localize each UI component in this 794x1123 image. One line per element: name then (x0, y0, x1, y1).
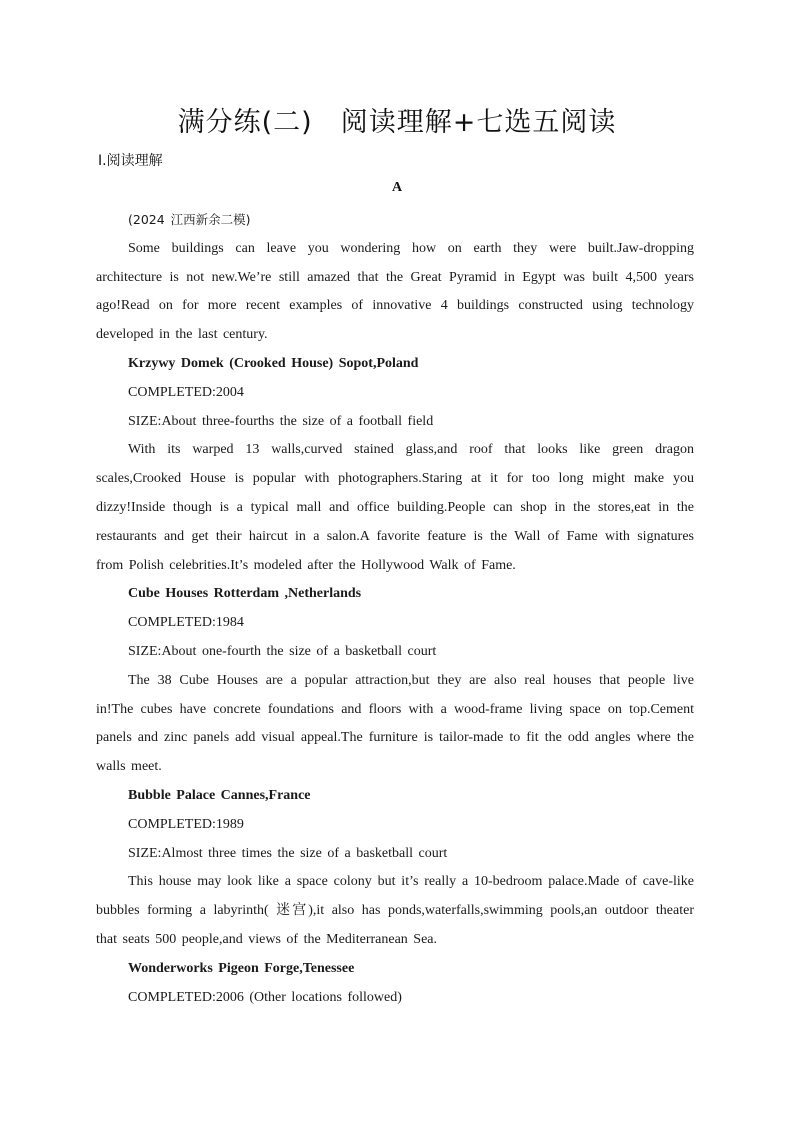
building-description: The 38 Cube Houses are a popular attraction,but they are also real houses that people live in!The cubes have concrete foundations and floors with a wood-frame living space on top.Cement panels and zinc panels add visual appeal.The furniture is tailor-made to fit the odd angles where the walls meet. (96, 672, 694, 775)
building-size: SIZE:About one-fourth the size of a basketball court (128, 643, 437, 659)
building-heading: Wonderworks Pigeon Forge,Tenessee (128, 960, 355, 976)
building-description: This house may look like a space colony but it’s really a 10-bedroom palace.Made of cave-like bubbles forming a labyrinth( 迷宫),it also has ponds,waterfalls,swimming pools,an outdoor theater that seats 500 people,and views of the Mediterranean Sea. (96, 874, 694, 947)
building-size: SIZE:Almost three times the size of a basketball court (128, 845, 448, 861)
passage-letter: A (391, 180, 403, 195)
building-completed: COMPLETED:2004 (128, 384, 244, 400)
building-heading: Cube Houses Rotterdam ,Netherlands (128, 586, 362, 602)
intro-paragraph: Some buildings can leave you wondering how on earth they were built.Jaw-dropping architecture is not new.We’re still amazed that the Great Pyramid in Egypt was built 4,500 years ago!Read on for more recent examples of innovative 4 buildings constructed using technology developed in the last century. (96, 240, 694, 343)
building-description: With its warped 13 walls,curved stained glass,and roof that looks like green dragon scales,Crooked House is popular with photographers.Staring at it for too long might make you dizzy!Inside though is a typical mall and office building.People can shop in the stores,eat in the restaurants and get their haircut in a salon.A favorite feature is the Wall of Fame with signatures from Polish celebrities.It’s modeled after the Hollywood Walk of Fame. (96, 442, 694, 573)
passage-body (96, 206, 694, 1012)
building-completed: COMPLETED:1989 (128, 816, 244, 832)
building-completed: COMPLETED:1984 (128, 615, 244, 631)
page-title: 满分练(二) 阅读理解+七选五阅读 (177, 107, 617, 138)
source-note: (2024 江西新余二模) (128, 212, 251, 227)
building-heading: Krzywy Domek (Crooked House) Sopot,Poland (128, 355, 419, 371)
building-heading: Bubble Palace Cannes,France (128, 787, 311, 803)
building-completed: COMPLETED:2006 (Other locations followed) (128, 989, 402, 1005)
section-label: Ⅰ.阅读理解 (98, 153, 163, 169)
building-size: SIZE:About three-fourths the size of a football field (128, 413, 434, 429)
